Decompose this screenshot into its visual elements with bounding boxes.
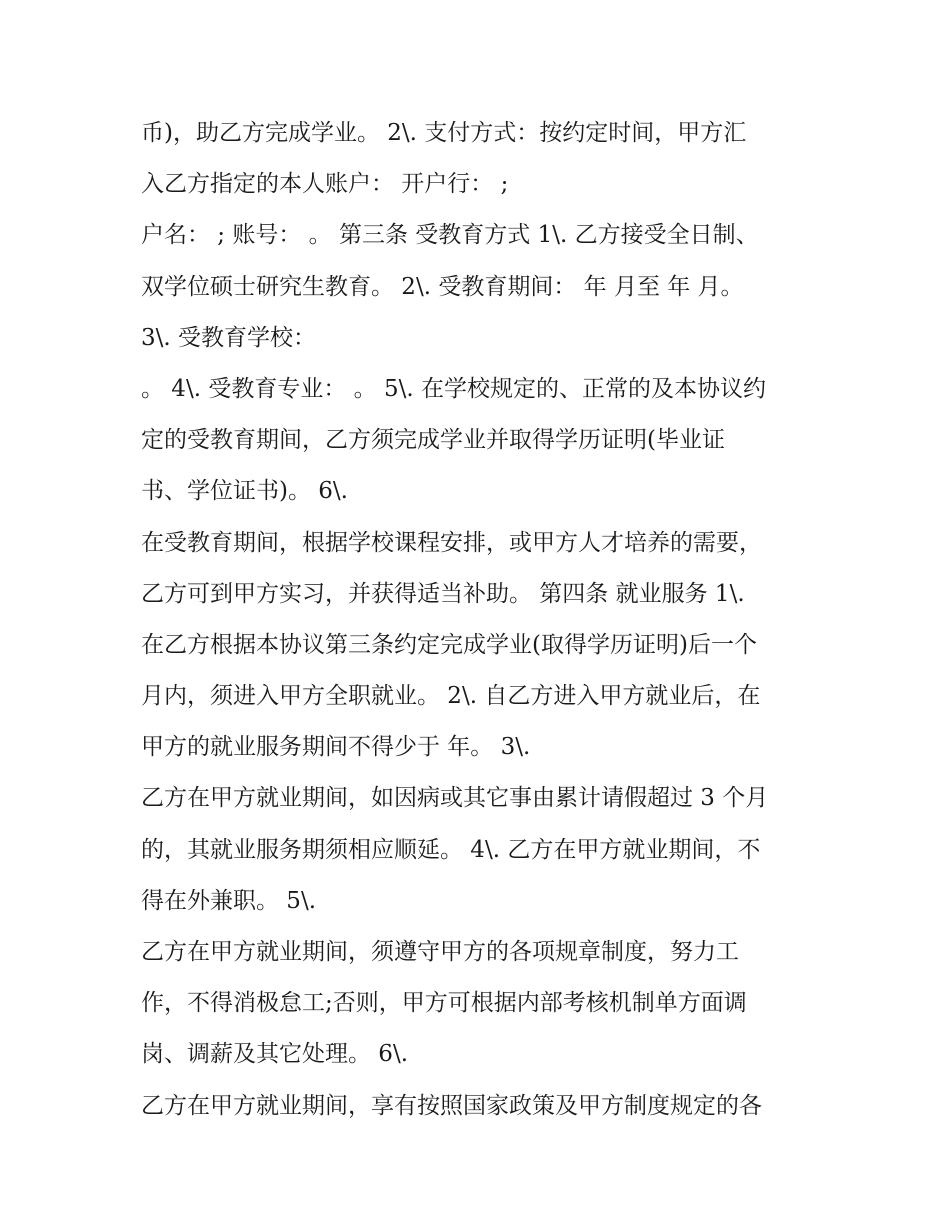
text-line: 的，其就业服务期须相应顺延。 4\. 乙方在甲方就业期间，不 [141,836,761,863]
text-line: 户名： ; 账号： 。 第三条 受教育方式 1\. 乙方接受全日制、 [141,222,759,249]
text-line: 定的受教育期间，乙方须完成学业并取得学历证明(毕业证 [141,427,725,454]
text-line: 月内，须进入甲方全职就业。 2\. 自乙方进入甲方就业后，在 [141,683,761,710]
text-line: 入乙方指定的本人账户： 开户行： ; [141,171,509,198]
text-line: 双学位硕士研究生教育。 2\. 受教育期间： 年 月至 年 月。 [141,273,744,300]
text-line: 在乙方根据本协议第三条约定完成学业(取得学历证明)后一个 [141,631,757,658]
text-line: 乙方在甲方就业期间，须遵守甲方的各项规章制度，努力工 [141,939,739,965]
document-body [141,108,831,1132]
text-line: 得在外兼职。 5\. [141,887,317,914]
text-line: 甲方的就业服务期间不得少于 年。 3\. [141,734,531,761]
text-line: 。 4\. 受教育专业： 。 5\. 在学校规定的、正常的及本协议约 [141,375,766,402]
text-line: 乙方在甲方就业期间，享有按照国家政策及甲方制度规定的各 [141,1092,762,1119]
text-line: 乙方可到甲方实习，并获得适当补助。 第四条 就业服务 1\. [141,580,745,607]
text-line: 书、学位证书)。 6\. [141,478,348,505]
text-line: 在受教育期间，根据学校课程安排，或甲方人才培养的需要， [141,529,762,556]
text-line: 币)，助乙方完成学业。 2\. 支付方式：按约定时间，甲方汇 [141,120,747,146]
text-line: 3\. 受教育学校： [141,324,317,351]
text-line: 乙方在甲方就业期间，如因病或其它事由累计请假超过 3 个月 [141,785,769,812]
text-line: 作，不得消极怠工;否则，甲方可根据内部考核机制单方面调 [141,990,747,1017]
text-line: 岗、调薪及其它处理。 6\. [141,1041,409,1068]
